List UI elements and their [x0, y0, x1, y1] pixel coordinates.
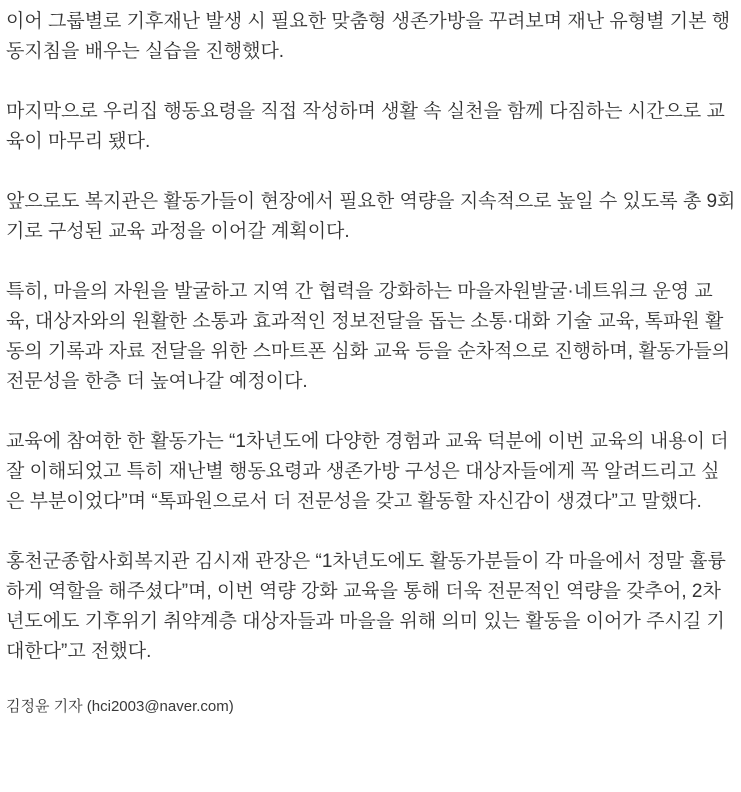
article-paragraph-4: 특히, 마을의 자원을 발굴하고 지역 간 협력을 강화하는 마을자원발굴·네트워크 운영 교육, 대상자와의 원활한 소통과 효과적인 정보전달을 돕는 소통·대화 기술 교육, 톡파원 활동의 기록과 자료 전달을 위한 스마트폰 심화 교육 등을 순차적으로 진행하며, 활동가들의 전문성을 한층 더 높여나갈 예정이다. [6, 281, 731, 392]
article-paragraph-2: 마지막으로 우리집 행동요령을 직접 작성하며 생활 속 실천을 함께 다짐하는 시간으로 교육이 마무리 됐다. [6, 101, 725, 152]
reporter-byline: 김정윤 기자 (hci2003@naver.com) [6, 698, 234, 715]
article-paragraph-5: 교육에 참여한 한 활동가는 “1차년도에 다양한 경험과 교육 덕분에 이번 교육의 내용이 더 잘 이해되었고 특히 재난별 행동요령과 생존가방 구성은 대상자들에게 꼭 알려드리고 싶은 부분이었다”며 “톡파원으로서 더 전문성을 갖고 활동할 자신감이 생겼다”고 말했다. [6, 431, 729, 512]
article-paragraph-3: 앞으로도 복지관은 활동가들이 현장에서 필요한 역량을 지속적으로 높일 수 있도록 총 9회기로 구성된 교육 과정을 이어갈 계획이다. [6, 191, 736, 242]
article-paragraph-6: 홍천군종합사회복지관 김시재 관장은 “1차년도에도 활동가분들이 각 마을에서 정말 휼륭하게 역할을 해주셨다”며, 이번 역량 강화 교육을 통해 더욱 전문적인 역량을 갖추어, 2차년도에도 기후위기 취약계층 대상자들과 마을을 위해 의미 있는 활동을 이어가 주시길 기대한다”고 전했다. [6, 551, 726, 662]
article-paragraph-1: 이어 그룹별로 기후재난 발생 시 필요한 맞춤형 생존가방을 꾸려보며 재난 유형별 기본 행동지침을 배우는 실습을 진행했다. [6, 11, 731, 62]
